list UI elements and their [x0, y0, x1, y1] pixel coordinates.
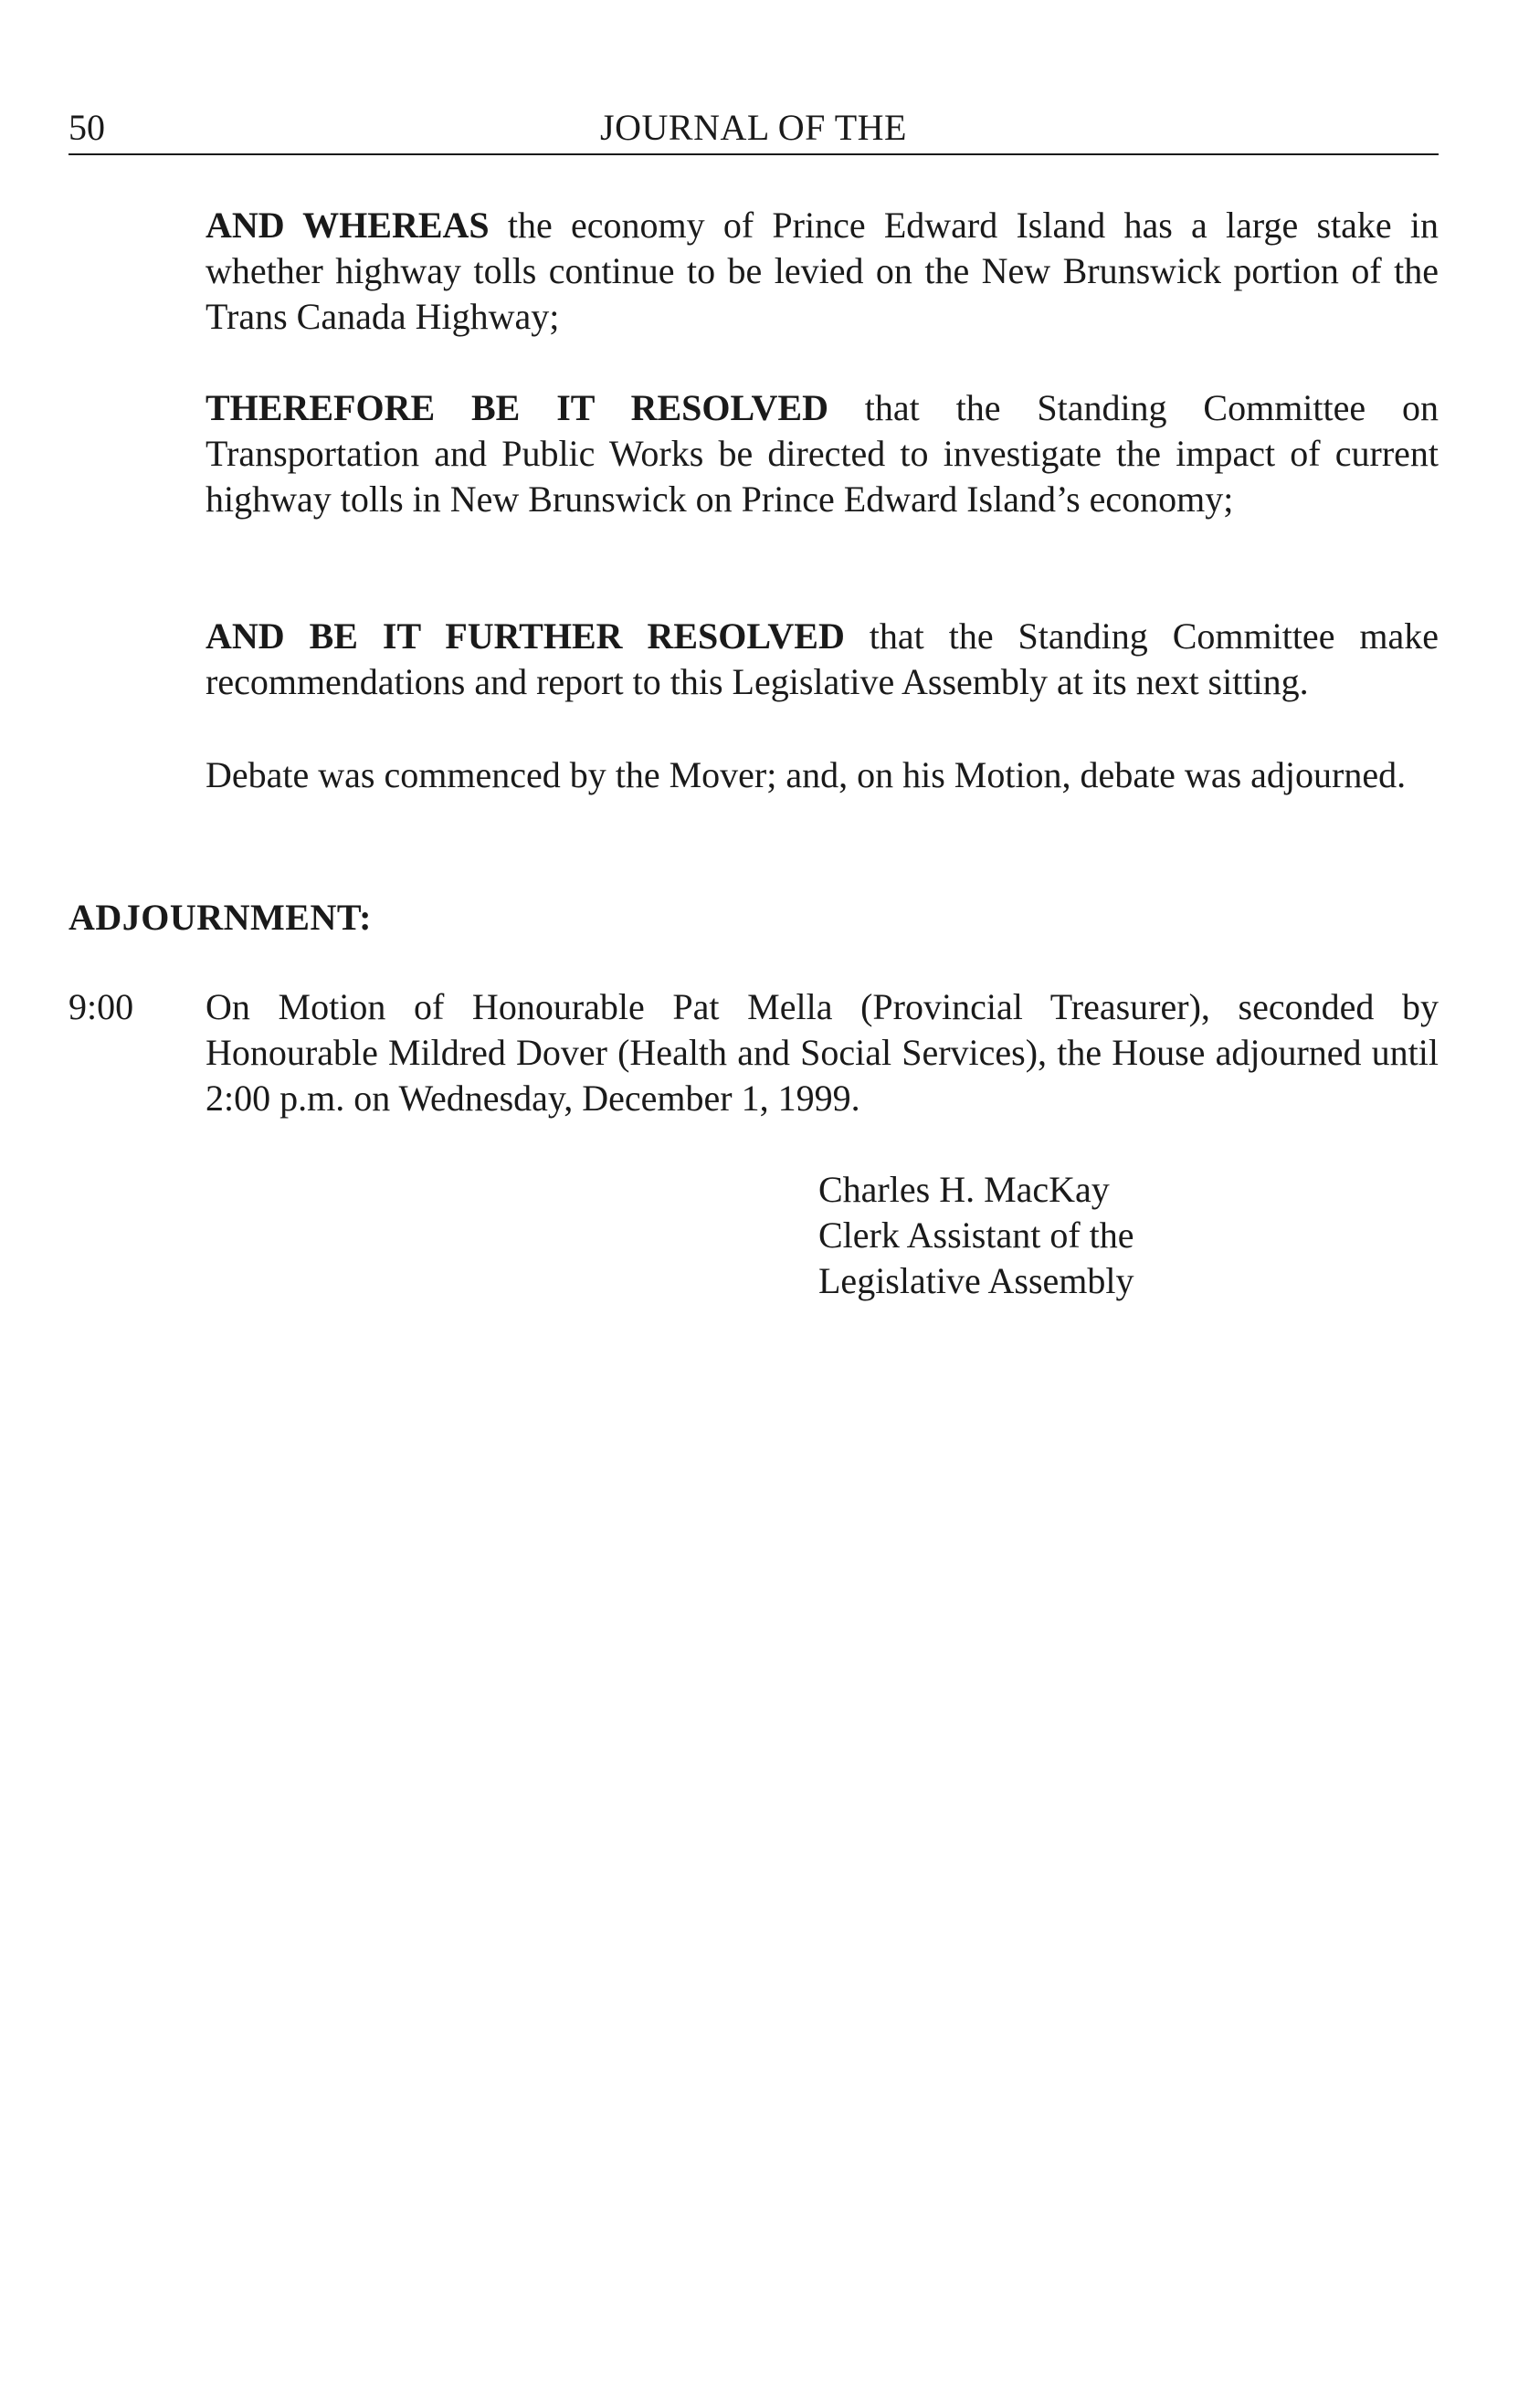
signatory-title-line-1: Clerk Assistant of the [818, 1215, 1134, 1256]
adjournment-paragraph: On Motion of Honourable Pat Mella (Provincial Treasurer), seconded by Honourable Mildred Dover (Health and Social Services), the House adjourned until 2:00 p.m. on Wednesday, December 1, 1999. [206, 986, 1439, 1119]
therefore-paragraph [206, 385, 1439, 522]
further-resolved-paragraph [206, 614, 1439, 705]
further-resolved-text: that the Standing Committee make recommendations and report to this Legislative Assembly at its next sitting. [206, 615, 1439, 702]
running-head [69, 102, 1439, 155]
further-resolved-lead: AND BE IT FURTHER RESOLVED [206, 615, 845, 657]
adjournment-heading: ADJOURNMENT: [69, 897, 372, 938]
journal-title: JOURNAL OF THE [600, 107, 907, 148]
adjournment-time: 9:00 [69, 986, 134, 1027]
page-number: 50 [69, 107, 105, 148]
signature-block [818, 1167, 1134, 1304]
therefore-lead: THEREFORE BE IT RESOLVED [206, 387, 828, 428]
signatory-title-line-2: Legislative Assembly [818, 1260, 1134, 1301]
whereas-text: the economy of Prince Edward Island has a large stake in whether highway tolls continue to be levied on the New Brunswick portion of the Trans Canada Highway; [206, 205, 1439, 337]
therefore-text: that the Standing Committee on Transportation and Public Works be directed to investigate the impact of current highway tolls in New Brunswick on Prince Edward Island’s economy; [206, 387, 1439, 520]
signatory-name: Charles H. MacKay [818, 1169, 1110, 1210]
whereas-lead: AND WHEREAS [206, 205, 490, 246]
debate-paragraph: Debate was commenced by the Mover; and, on his Motion, debate was adjourned. [206, 754, 1407, 795]
whereas-paragraph [206, 203, 1439, 340]
